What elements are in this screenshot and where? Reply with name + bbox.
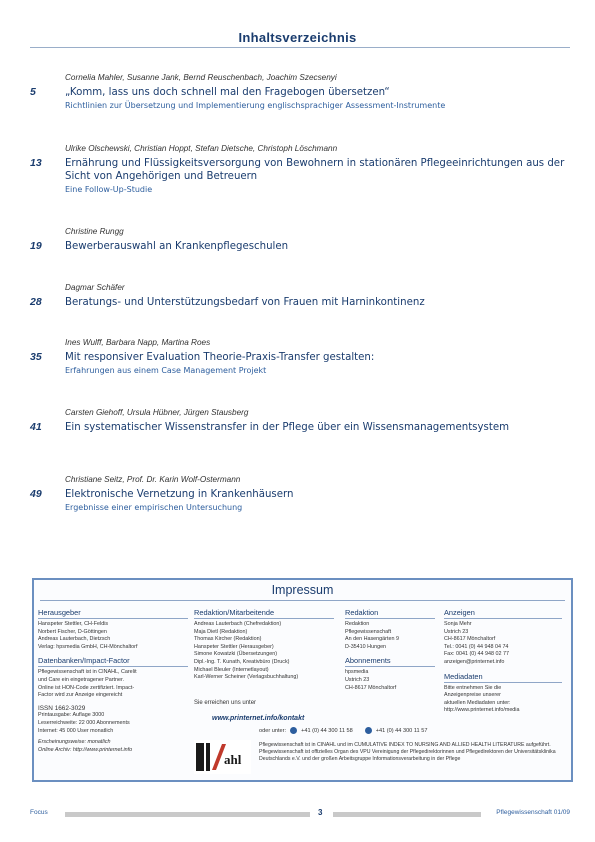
svg-text:ahl: ahl [224,752,242,767]
footer-journal: Pflegewissenschaft 01/09 [496,809,570,816]
fax-icon [365,727,372,734]
cinahl-logo-icon [194,740,251,774]
mediadaten-heading: Mediadaten [444,672,562,683]
contact-row [259,727,427,734]
mediadaten-line: aktuellen Mediadaten unter: [444,699,511,706]
entry-page: 49 [30,488,42,500]
mediadaten-line: Bitte entnehmen Sie die [444,684,502,691]
toc-entry[interactable] [30,407,575,434]
mediadaten-line: Anzeigenpreise unserer [444,692,501,699]
anzeigen-line: CH-8617 Mönchaltorf [444,636,496,643]
footer-bar [333,812,481,817]
anzeigen-line: Fax: 0041 (0) 44 948 02 77 [444,651,510,658]
herausgeber-line: Hanspeter Stettler, CH-Feldis [38,621,109,627]
toc-entry[interactable] [30,337,575,376]
entry-subtitle: Richtlinien zur Übersetzung und Implementierung englischsprachiger Assessment-Instrumente [65,101,446,110]
toc-entry[interactable] [30,226,575,253]
footer-bar [65,812,310,817]
entry-title[interactable]: Elektronische Vernetzung in Krankenhäusern [65,489,294,500]
contact-intro: Sie erreichen uns unter [194,699,257,706]
anzeigen-email-link[interactable]: anzeigen@printernet.info [444,658,505,665]
mitarbeitende-line: Simone Kowatzki (Übersetzungen) [194,651,277,658]
redaktion-line: Pflegewissenschaft [345,628,392,635]
issn: ISSN 1662-3029 [38,704,86,712]
abonnements-line: hpsmedia [345,669,369,676]
entry-authors: Ines Wulff, Barbara Napp, Martina Roes [65,338,211,347]
entry-title[interactable]: Ernährung und Flüssigkeitsversorgung von Bewohnern in stationären Pflegeeinrichtungen aus der Sicht von Angehörigen und Betreuern [65,158,565,182]
toc-entry[interactable] [30,474,575,513]
contact-fax: +41 (0) 44 300 11 57 [375,727,428,734]
mediadaten-link[interactable]: http://www.printernet.info/media [444,707,520,714]
entry-title[interactable]: Bewerberauswahl an Krankenpflegeschulen [65,241,289,252]
datenbanken-heading: Datenbanken/Impact-Factor [38,656,188,667]
mitarbeitende-line: Maja Dietl (Redaktion) [194,628,248,635]
impressum-title: Impressum [271,583,334,597]
entry-authors: Carsten Giehoff, Ursula Hübner, Jürgen Stausberg [65,408,249,417]
toc-rule [30,47,570,48]
redaktion-line: D-35410 Hungen [345,643,387,650]
datenbanken-line: Pflegewissenschaft ist in CINAHL, Carelit [38,669,137,676]
auflage-line: Leserreichweite: 22 000 Abonnements [38,719,130,726]
cinahl-text: Pflegewissenschaft ist in CINAHL und im CUMULATIVE INDEX TO NURSING AND ALLIED HEALTH LITERATURE aufgeführt. Pflegewissenschaft ist offizielles Organ des VPU Vereinigung der Pflegedirektorinnen und Pflegedirektoren der Universitätsklinika Deutschlands e.V. und der großen Arbeitsgruppe Informationsverarbeitung in der Pflege [259,742,556,762]
erscheinung-line: Erscheinungsweise: monatlich [38,739,111,746]
datenbanken-line: Online ist HON-Code zertifiziert. Impact- [38,684,135,691]
entry-subtitle: Erfahrungen aus einem Case Management Projekt [65,366,267,375]
toc-title: Inhaltsverzeichnis [238,30,357,45]
abonnements-line: Ustrich 23 [345,676,370,683]
anzeigen-line: Ustrich 23 [444,628,469,635]
entry-page: 35 [30,351,42,363]
redaktion-line: Redaktion [345,621,370,627]
footer-page-number: 3 [318,808,323,817]
entry-title[interactable]: „Komm, lass uns doch schnell mal den Fragebogen übersetzen“ [65,87,390,98]
entry-title[interactable]: Mit responsiver Evaluation Theorie-Praxis-Transfer gestalten: [65,352,375,363]
toc-entry[interactable] [30,143,575,195]
anzeigen-line: Sonja Mehr [444,621,472,627]
impressum-rule [40,600,565,601]
page-footer [30,809,570,821]
entry-page: 13 [30,157,42,169]
mitarbeitende-line: Andreas Lauterbach (Chefredaktion) [194,621,282,627]
herausgeber-heading: Herausgeber [38,608,188,619]
entry-subtitle: Ergebnisse einer empirischen Untersuchung [65,503,243,512]
herausgeber-line: Norbert Fischer, D-Göttingen [38,628,107,635]
mitarbeitende-line: Michael Bleuler (Internetlayout) [194,666,269,673]
entry-page: 19 [30,240,42,252]
mitarbeitende-line: Hanspeter Stettler (Herausgeber) [194,643,274,650]
impressum-box [32,578,573,782]
herausgeber-line: Verlag: hpsmedia GmbH, CH-Mönchaltorf [38,643,138,650]
mitarbeitende-line: Thomas Kircher (Redaktion) [194,636,262,643]
entry-title[interactable]: Ein systematischer Wissenstransfer in der Pflege über ein Wissensmanagementsystem [65,422,510,433]
contact-label: oder unter: [259,727,287,734]
toc-entry[interactable] [30,72,575,111]
redaktion-line: An den Hasengärten 9 [345,636,399,643]
herausgeber-line: Andreas Lauterbach, Dietzsch [38,636,111,643]
mitarbeitende-line: Karl-Werner Scheiner (Verlagsbuchhaltung) [194,674,299,681]
abonnements-line: CH-8617 Mönchaltorf [345,684,397,691]
datenbanken-line: Factor wird zur Anzeige eingereicht [38,692,123,699]
anzeigen-line: Tel.: 0041 (0) 44 948 04 74 [444,643,509,650]
entry-authors: Cornelia Mahler, Susanne Jank, Bernd Reuschenbach, Joachim Szecsenyi [65,73,337,82]
contact-phone[interactable]: +41 (0) 44 300 11 58 [301,727,353,734]
auflage-line: Internet: 45 000 User monatlich [38,727,114,734]
entry-page: 28 [30,296,42,308]
entry-authors: Christine Rungg [65,227,124,236]
kontakt-link[interactable]: www.printernet.info/kontakt [212,715,305,722]
toc-entry[interactable] [30,282,575,309]
datenbanken-line: und Care ein eingetragener Partner. [38,676,125,683]
footer-section: Focus [30,809,48,816]
anzeigen-heading: Anzeigen [444,608,562,619]
entry-page: 5 [30,86,36,98]
online-archiv-link[interactable]: Online Archiv: http://www.printernet.info [38,746,133,753]
mitarbeitende-heading: Redaktion/Mitarbeitende [194,608,334,619]
anzeigen-column [444,608,562,715]
entry-authors: Christiane Seitz, Prof. Dr. Karin Wolf-Ostermann [65,475,241,484]
redaktion-heading: Redaktion [345,608,435,619]
redaktion-column [345,608,435,692]
phone-icon [290,727,297,734]
mitarbeitende-column [194,608,334,707]
entry-authors: Ulrike Olschewski, Christian Hoppt, Stefan Dietsche, Christoph Löschmann [65,144,338,153]
entry-title[interactable]: Beratungs- und Unterstützungsbedarf von Frauen mit Harninkontinenz [65,297,425,308]
mitarbeitende-line: Dipl.-Ing. T. Kunath, Kreativbüro (Druck) [194,658,290,665]
entry-authors: Dagmar Schäfer [65,283,125,292]
entry-subtitle: Eine Follow-Up-Studie [65,185,153,194]
entry-page: 41 [30,421,42,433]
herausgeber-column [38,608,188,754]
abonnements-heading: Abonnements [345,656,435,667]
auflage-line: Printausgabe: Auflage 3000 [38,712,105,719]
